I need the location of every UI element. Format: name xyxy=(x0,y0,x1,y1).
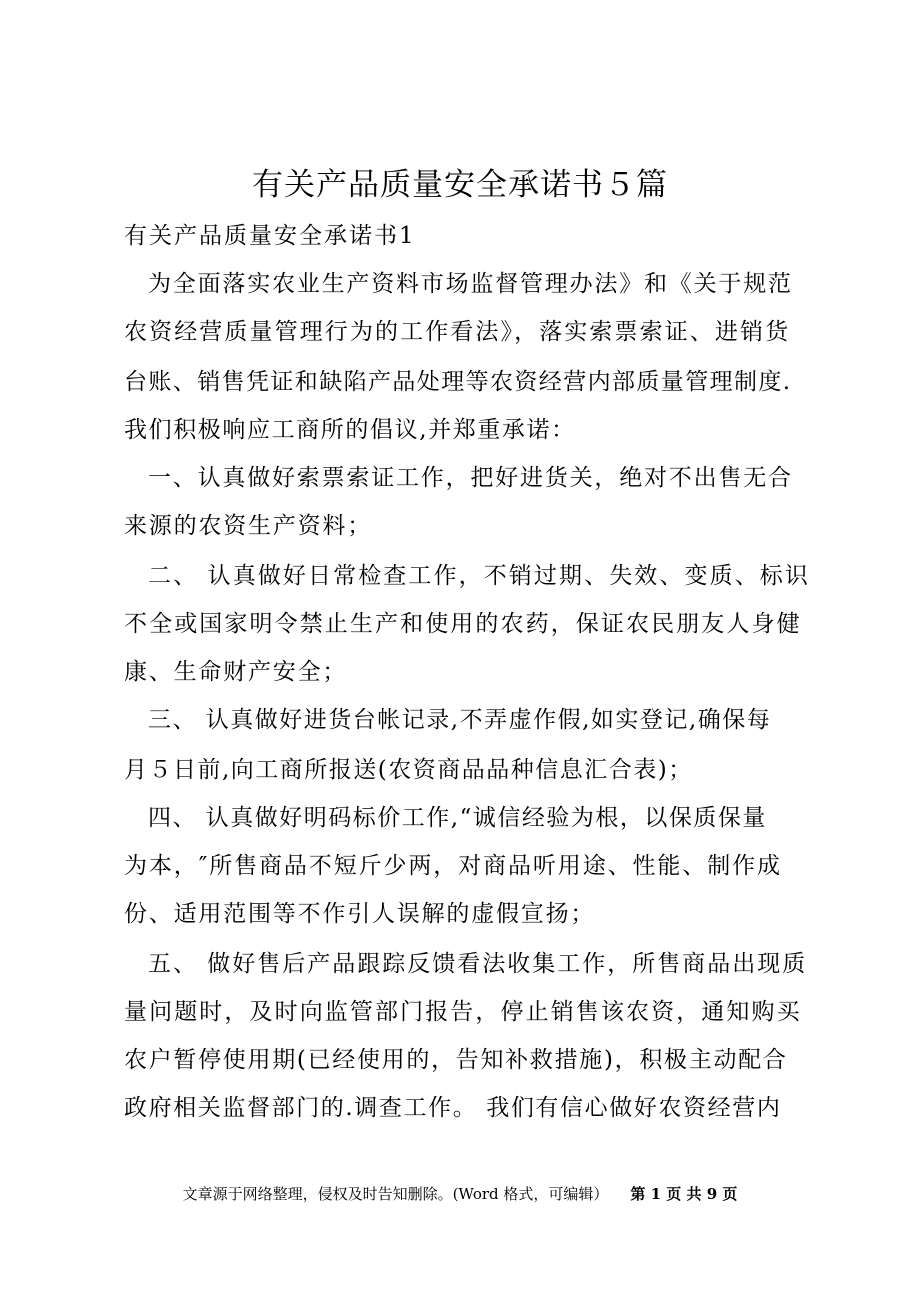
body-line-1: 为全面落实农业生产资料市场监督管理办法》和《关于规范 xyxy=(148,271,793,297)
document-title: 有关产品质量安全承诺书５篇 xyxy=(252,167,668,203)
body-line-4: 我们积极响应工商所的倡议,并郑重承诺： xyxy=(124,417,576,443)
body-line-3: 台账、销售凭证和缺陷产品处理等农资经营内部质量管理制度. xyxy=(124,369,792,395)
body-line-6: 来源的农资生产资料； xyxy=(124,513,372,539)
body-line-13: 为本，″所售商品不短斤少两，对商品听用途、性能、制作成 xyxy=(124,853,782,879)
body-line-17: 农户暂停使用期(已经使用的，告知补救措施)，积极主动配合 xyxy=(124,1047,788,1073)
body-line-16: 量问题时，及时向监管部门报告，停止销售该农资，通知购买 xyxy=(124,999,802,1025)
body-line-18: 政府相关监督部门的.调查工作。 我们有信心做好农资经营内 xyxy=(124,1095,782,1121)
body-line-2: 农资经营质量管理行为的工作看法》，落实索票索证、进销货 xyxy=(124,319,791,345)
page-footer xyxy=(0,1182,920,1206)
page-number: 第 1 页 共 9 页 xyxy=(630,1185,738,1203)
footer-note: 文章源于网络整理，侵权及时告知删除。(Word 格式，可编辑） xyxy=(182,1185,609,1203)
body-line-8: 不全或国家明令禁止生产和使用的农药，保证农民朋友人身健 xyxy=(124,611,802,637)
body-line-15: 五、 做好售后产品跟踪反馈看法收集工作，所售商品出现质 xyxy=(148,951,808,977)
body-line-14: 份、适用范围等不作引人误解的虚假宣扬； xyxy=(124,901,596,927)
body-line-9: 康、生命财产安全； xyxy=(124,659,348,685)
body-line-11: 月５日前,向工商所报送(农资商品品种信息汇合表)； xyxy=(124,757,693,783)
body-line-7: 二、 认真做好日常检查工作，不销过期、失效、变质、标识 xyxy=(148,563,811,589)
body-line-10: 三、 认真做好进货台帐记录,不弄虚作假,如实登记,确保每 xyxy=(148,707,772,733)
body-line-5: 一、认真做好索票索证工作，把好进货关，绝对不出售无合 xyxy=(148,465,793,491)
body-line-12: 四、 认真做好明码标价工作,“诚信经验为根，以保质保量 xyxy=(148,805,767,831)
section-heading: 有关产品质量安全承诺书1 xyxy=(124,223,416,249)
